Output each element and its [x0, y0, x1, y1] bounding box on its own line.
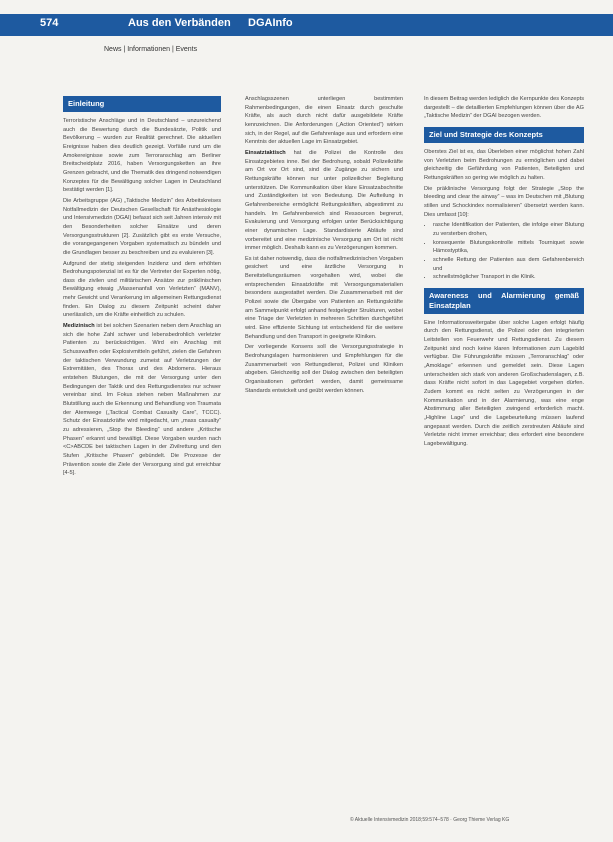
paragraph: Anschlagsszenen unterliegen bestimmten Rahmenbedingungen, die einen Einsatz durch geschulte Kräfte, als auch durch nicht dafür ausgebildete Kräfte kennzeichnen. Die Anforderungen („Action Oriented“) wirken sich, in der Regel, auf die Gefahrenlage aus und erfordern eine Kenntnis der aktuellen Lage im Einsatzgebiet. — [245, 96, 403, 146]
page-number: 574 — [40, 17, 59, 29]
paragraph: Aufgrund der stetig steigenden Inzidenz und dem erhöhten Bedrohungspotenzial ist es für die Vertreter der Experten nötig, dass die zivilen und militärischen Ansätze zur präklinischen Bewältigung etwaig „Massenanfall von Verletzten“ (MANV), mehr Gewicht und Verankerung im allgemeinen Rettungsdienst finden. Ein Dialog zu diesem Zeitpunkt scheint daher unerlässlich, um die Kräfte einheitlich zu schulen. — [63, 260, 221, 319]
column-1 — [63, 92, 221, 480]
section-heading-awareness: Awareness und Alarmierung gemäß Einsatzplan — [424, 288, 584, 314]
bullet-list — [424, 221, 584, 282]
subnav: News | Informationen | Events — [104, 46, 198, 53]
section-title: Aus den Verbänden — [128, 17, 231, 29]
paragraph: Die präklinische Versorgung folgt der Strategie „Stop the bleeding and clear the airway“ – was im Deutschen mit „Blutung stillen und Schockindex normalisieren“ übersetzt werden kann. Dies umfasst [10]: — [424, 185, 584, 218]
list-item: • schnelle Rettung der Patienten aus dem Gefahrenbereich und — [433, 256, 584, 273]
section-heading-einleitung: Einleitung — [63, 96, 221, 112]
paragraph: Medizinisch ist bei solchen Szenarien neben dem Anschlag an sich die hohe Zahl schwer und lebensbedrohlich verletzter Patienten zu berücksichtigen. Wird ein Anschlag mit Schusswaffen oder Explosivmitteln geführt, zielen die Gefahren der taktischen Verwundung zumeist auf Verletzungen der Extremitäten, des Thorax und des Abdomens. Hieraus entstehen Blutungen, die mit der Versorgung unter den Bedingungen der Taktik und des Rettungsdienstes nur schwer vereinbar sind. Im Fokus stehen neben Maßnahmen zur Blutstillung auch die Erkennung und Behandlung von Traumata der Atemwege („Tactical Combat Casualty Care“, TCCC). Schutz der Einsatzkräfte wird mitgedacht, um „mass casualty“ zu adressieren, „Stop the Bleeding“ und andere „Kritische Phasen“ erkannt und bewältigt. Diese Vorgaben wurden nach <C>ABCDE bei taktischen Lagen in der Zivilrettung und den Stufen „Kritische Phasen“ gebündelt. Die Prozesse der Prävention sowie die Ziele der Versorgung sind gut erreichbar [4-5]. — [63, 323, 221, 477]
paragraph: In diesem Beitrag werden lediglich die Kernpunkte des Konzepts dargestellt – die detaillierten Empfehlungen können über die AG „Taktische Medizin“ der DGAI bezogen werden. — [424, 96, 584, 120]
paragraph: Der vorliegende Konsens soll die Versorgungsstrategie in Bedrohungslagen harmonisieren und Empfehlungen für die Zusammenarbeit von Rettungsdienst, Polizei und Kliniken abgeben. Gleichzeitig soll der Dialog zwischen den beteiligten Organisationen gefördert werden, damit gemeinsame Standards entwickelt und geübt werden können. — [245, 344, 403, 394]
section-heading-ziel: Ziel und Strategie des Konzepts — [424, 127, 584, 143]
column-2 — [245, 95, 403, 397]
list-item: • schnellstmöglicher Transport in die Klinik. — [433, 273, 584, 282]
paragraph: Oberstes Ziel ist es, das Überleben einer möglichst hohen Zahl von Verletzten beim Bedrohungen zu ermöglichen und dabei gleichzeitig die Gefährdung von Patienten, Beteiligten und Rettungskräften so gering wie möglich zu halten. — [424, 148, 584, 181]
page-header — [0, 14, 613, 36]
paragraph: Einsatztaktisch hat die Polizei die Kontrolle des Einsatzgebietes inne. Bei der Bedrohung, sobald Polizeikräfte am Ort vor Ort sind, sind die Zugänge zu sichern und Rettungskräfte können nur unter polizeilicher Begleitung unterstützen. Die Kommunikation über klare Einsatzabschnitte und Zuständigkeiten ist von Bedeutung. Die Aufteilung in Gefahrenbereiche ermöglicht Rettungskräften, abgestimmt zu handeln. Im Gefahrenbereich sind Ressourcen begrenzt, Evakuierung und Versorgung erfolgen unter Berücksichtigung einer dynamischen Lage. Standardisierte Abläufe sind vorbereitet und eine medizinische Versorgung am Ort ist nicht immer möglich. Deshalb kann es zu Verzögerungen kommen. — [245, 149, 403, 252]
list-item: • konsequente Blutungskontrolle mittels Tourniquet sowie Hämostyptika, — [433, 239, 584, 256]
paragraph: Die Arbeitsgruppe (AG) „Taktische Medizin“ des Arbeitskreises Notfallmedizin der Deutschen Gesellschaft für Anästhesiologie und Intensivmedizin (DGAI) befasst sich seit Jahren intensiv mit den Besonderheiten solcher Einsätze und deren Versorgungsstrukturen [2]. Zusätzlich gibt es erste Versuche, die vorangegangenen Vorgaben systematisch zu bündeln und die Grundlagen besser zu beschreiben und zu evaluieren [3]. — [63, 197, 221, 256]
paragraph: Terroristische Anschläge und in Deutschland – unzureichend auch die Bewertung durch die Bundesärzte, Politik und Bevölkerung – wurden zur Realität gerechnet. Die aktuellen Ereignisse haben dies deutlich gezeigt. Vorfälle rund um die Amokereignisse sowie zum Terroranschlag am Berliner Breitscheidplatz 2016, haben Versorgungsketten an ihre Grenzen gebracht, und die Thematik des dringend notwendigen Konzeptes für die Bewältigung solcher Lagen in Deutschland bestätigt werden [1]. — [63, 118, 221, 194]
paragraph: Eine Informationsweitergabe über solche Lagen erfolgt häufig durch den Rettungsdienst, die Polizei oder den integrierten Leitstellen von Feuerwehr und Rettungsdienst. Zu diesem Zeitpunkt sind noch keine klaren Informationen zum Lagebild verfügbar. Die Führungskräfte müssen „Terroranschlag“ oder „Amoklage“ erkennen und gemeldet sein. Diese Lagen unterscheiden sich stark von anderen Großschadenslagen, z.B. dass Kräfte nicht sofort in das Lagegebiet vorgehen dürfen. Zudem kommt es nicht selten zu Verzögerungen in der Kommunikation und in der Alarmierung, was eine enge Abstimmung aller Beteiligten zwingend erforderlich macht. „Highline Lage“ und die Lagebeurteilung müssen laufend angepasst werden. Durch die zeitlich zerstreuten Abläufe sind Verletzte nicht immer erreichbar; dies erfordert eine besondere Lagebewältigung. — [424, 319, 584, 447]
list-item: • rasche Identifikation der Patienten, die infolge einer Blutung zu versterben drohen, — [433, 221, 584, 238]
footer-copyright: © Aktuelle Intensivmedizin 2018;59:574–578 · Georg Thieme Verlag KG — [350, 817, 510, 823]
paragraph: Es ist daher notwendig, dass die notfallmedizinischen Vorgaben gesichert und eine ärztliche Versorgung in Bereitstellungsräumen vorgehalten wird, wobei die entsprechenden Einsatzkräfte mit Versorgungsmaterialien besonders ausgestattet werden. Die Zusammenarbeit mit der Polizei sowie die Übergabe von Patienten an Rettungskräfte am Sammelpunkt erfolgt anhand festgelegter Strukturen, wobei eine Triage der Verletzten in mehreren Schritten durchgeführt wird. Eine effiziente Sichtung ist entscheidend für die weitere Behandlung und den Transport in geeignete Kliniken. — [245, 255, 403, 340]
brand-label: DGAInfo — [248, 17, 293, 29]
column-3 — [424, 95, 584, 451]
